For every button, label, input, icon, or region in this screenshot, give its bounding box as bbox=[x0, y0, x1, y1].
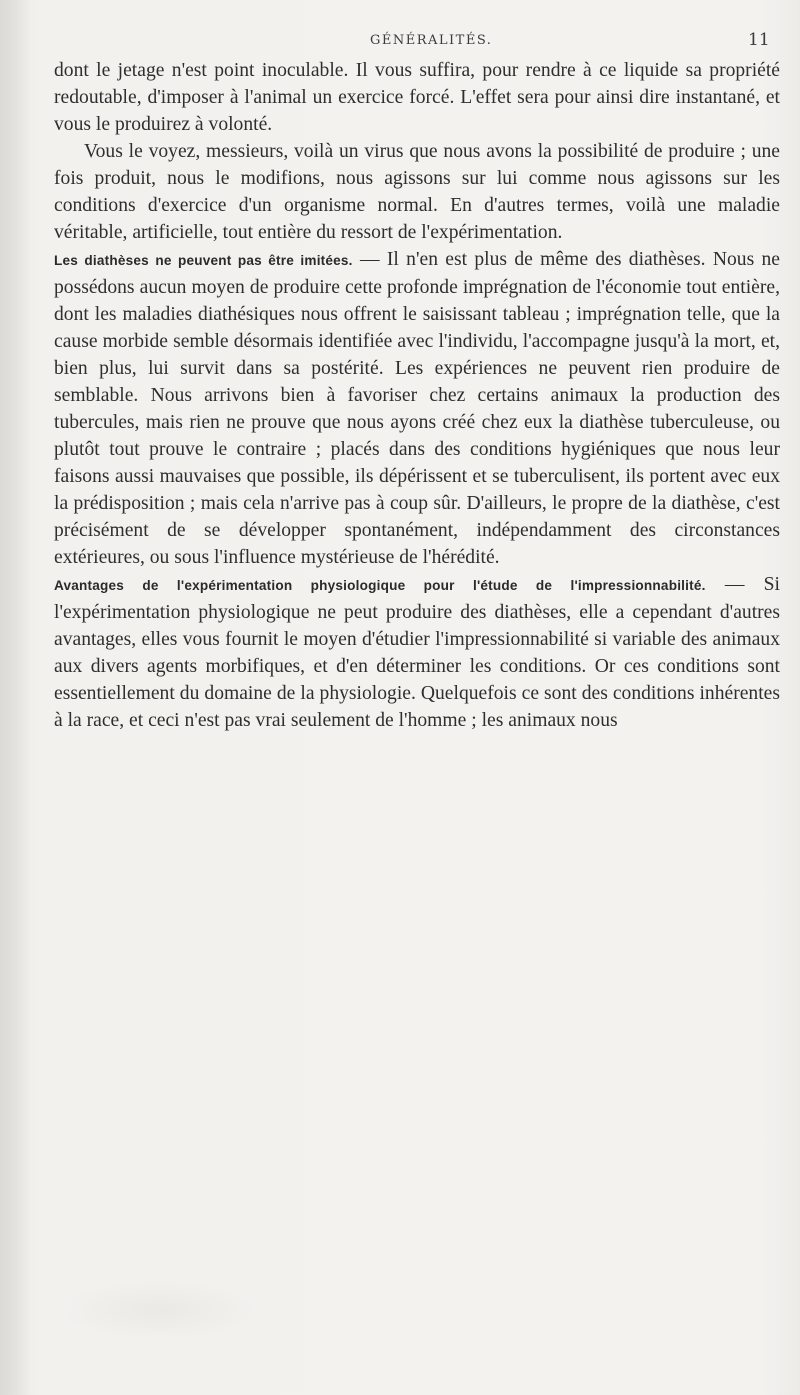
running-title: GÉNÉRALITÉS. bbox=[370, 33, 493, 48]
section-title: Les diathèses ne peuvent pas être imitées. bbox=[54, 253, 353, 268]
page-header bbox=[0, 30, 800, 54]
paper-stain bbox=[60, 1280, 260, 1340]
page-number: 11 bbox=[748, 30, 770, 50]
section-text: — Si l'expérimentation physiologique ne peut produire des diathèses, elle a cependant d'autres avantages, elles vous fournit le moyen d'étudier l'impressionnabilité si variable des animaux aux divers agents morbifiques, et d'en déterminer les conditions. Or ces conditions sont essentiellement du domaine de la physiologie. Quelquefois ce sont des conditions inhérentes à la race, et ceci n'est pas vrai seulement de l'homme ; les animaux nous bbox=[54, 574, 780, 731]
section-text: — Il n'en est plus de même des diathèses. Nous ne possédons aucun moyen de produire cette profonde imprégnation de l'économie tout entière, dont les maladies diathésiques nous offrent le saisissant tableau ; imprégnation telle, que la cause morbide semble désormais identifiée avec l'individu, l'accompagne jusqu'à la mort, et, bien plus, lui survit dans sa postérité. Les expériences ne peuvent rien produire de semblable. Nous arrivons bien à favoriser chez certains animaux la production des tubercules, mais rien ne prouve que nous ayons créé chez eux la diathèse tuberculeuse, ou plutôt tout prouve le contraire ; placés dans des conditions hygiéniques que nous leur faisons aussi mauvaises que possible, ils dépérissent et se tuberculisent, ils portent avec eux la prédisposition ; mais cela n'arrive pas à coup sûr. D'ailleurs, le propre de la diathèse, c'est précisément de se développer spontanément, indépendamment des circonstances extérieures, ou sous l'influence mystérieuse de l'hérédité. bbox=[54, 249, 780, 568]
paragraph: Vous le voyez, messieurs, voilà un virus que nous avons la possibilité de produire ; une fois produit, nous le modifions, nous agissons sur lui comme nous agissons sur les conditions d'exercice d'un organisme normal. En d'autres termes, voilà une maladie véritable, artificielle, tout entière du ressort de l'expérimentation. bbox=[54, 141, 780, 243]
section-paragraph bbox=[54, 571, 780, 734]
section-title: Avantages de l'expérimentation physiologique pour l'étude de l'impressionnabilité. bbox=[54, 578, 706, 593]
gutter-shadow bbox=[0, 0, 30, 1395]
body-text bbox=[54, 57, 780, 734]
section-paragraph bbox=[54, 246, 780, 571]
paragraph: dont le jetage n'est point inoculable. Il vous suffira, pour rendre à ce liquide sa propriété redoutable, d'imposer à l'animal un exercice forcé. L'effet sera pour ainsi dire instantané, et vous le produirez à volonté. bbox=[54, 60, 780, 135]
